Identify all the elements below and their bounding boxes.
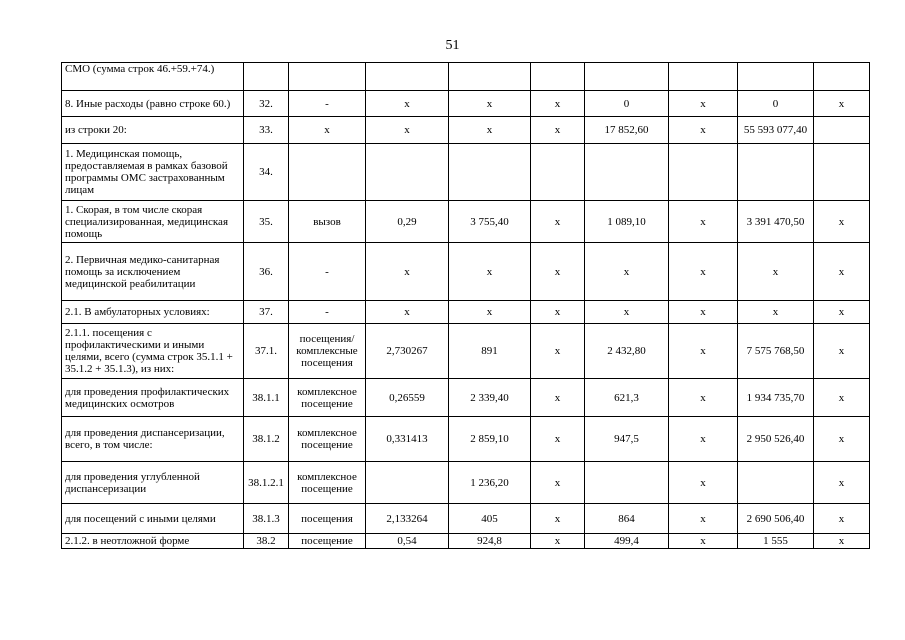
value-cell: 38.1.1 [244, 379, 289, 417]
table-row [62, 504, 870, 534]
value-cell: x [366, 117, 449, 144]
value-cell [738, 462, 814, 504]
value-cell: x [814, 91, 870, 117]
value-cell: x [814, 243, 870, 301]
row-label-cell: 2.1.1. посещения с профилактическими и иными целями, всего (сумма строк 35.1.1 + 35.1.2 + 35.1.3), из них: [62, 324, 244, 379]
value-cell: посещение [289, 534, 366, 549]
value-cell: 1 236,20 [449, 462, 531, 504]
value-cell: x [814, 504, 870, 534]
value-cell: x [669, 117, 738, 144]
value-cell [289, 63, 366, 91]
row-label-cell: для проведения углубленной диспансеризации [62, 462, 244, 504]
value-cell: 2 950 526,40 [738, 417, 814, 462]
value-cell: 34. [244, 144, 289, 201]
value-cell: x [531, 504, 585, 534]
value-cell: x [669, 301, 738, 324]
value-cell: 2 859,10 [449, 417, 531, 462]
value-cell [814, 144, 870, 201]
value-cell [585, 144, 669, 201]
value-cell: x [531, 91, 585, 117]
value-cell: 2,730267 [366, 324, 449, 379]
value-cell: 2,133264 [366, 504, 449, 534]
value-cell [366, 462, 449, 504]
value-cell: 947,5 [585, 417, 669, 462]
value-cell: x [531, 534, 585, 549]
row-label-cell: для проведения диспансеризации, всего, в том числе: [62, 417, 244, 462]
value-cell: посещения [289, 504, 366, 534]
value-cell: 55 593 077,40 [738, 117, 814, 144]
value-cell: 0,26559 [366, 379, 449, 417]
value-cell [738, 144, 814, 201]
value-cell [585, 462, 669, 504]
row-label-cell: 2. Первичная медико-санитарная помощь за исключением медицинской реабилитации [62, 243, 244, 301]
value-cell: x [449, 91, 531, 117]
table-row [62, 201, 870, 243]
value-cell: вызов [289, 201, 366, 243]
table-row [62, 144, 870, 201]
row-label-cell: 1. Скорая, в том числе скорая специализированная, медицинская помощь [62, 201, 244, 243]
value-cell: x [738, 243, 814, 301]
table-row [62, 243, 870, 301]
page-number: 51 [445, 38, 460, 53]
table-row [62, 117, 870, 144]
value-cell: 38.1.3 [244, 504, 289, 534]
value-cell [669, 144, 738, 201]
value-cell: x [669, 534, 738, 549]
value-cell: 891 [449, 324, 531, 379]
value-cell: 33. [244, 117, 289, 144]
value-cell: 405 [449, 504, 531, 534]
value-cell: 37.1. [244, 324, 289, 379]
value-cell: x [738, 301, 814, 324]
value-cell: x [669, 504, 738, 534]
value-cell: x [531, 379, 585, 417]
value-cell: x [669, 379, 738, 417]
value-cell [289, 144, 366, 201]
value-cell: 499,4 [585, 534, 669, 549]
value-cell: 2 432,80 [585, 324, 669, 379]
value-cell: 1 555 [738, 534, 814, 549]
value-cell: комплексное посещение [289, 379, 366, 417]
value-cell [366, 63, 449, 91]
value-cell: x [814, 324, 870, 379]
value-cell: x [669, 417, 738, 462]
value-cell: 3 391 470,50 [738, 201, 814, 243]
row-label-cell: для посещений с иными целями [62, 504, 244, 534]
value-cell [449, 144, 531, 201]
value-cell: 38.1.2 [244, 417, 289, 462]
value-cell: - [289, 301, 366, 324]
table-row [62, 534, 870, 549]
row-label-cell: 8. Иные расходы (равно строке 60.) [62, 91, 244, 117]
value-cell: x [814, 301, 870, 324]
value-cell: 1 089,10 [585, 201, 669, 243]
value-cell: 0 [738, 91, 814, 117]
value-cell: x [531, 117, 585, 144]
value-cell [814, 63, 870, 91]
value-cell: 7 575 768,50 [738, 324, 814, 379]
value-cell: 35. [244, 201, 289, 243]
value-cell: комплексное посещение [289, 417, 366, 462]
value-cell: 924,8 [449, 534, 531, 549]
row-label-cell: 2.1.2. в неотложной форме [62, 534, 244, 549]
row-label-cell: 1. Медицинская помощь, предоставляемая в рамках базовой программы ОМС застрахованным лицам [62, 144, 244, 201]
value-cell: x [366, 243, 449, 301]
table-row [62, 63, 870, 91]
table-row [62, 91, 870, 117]
value-cell: x [449, 243, 531, 301]
value-cell: x [814, 201, 870, 243]
value-cell: x [531, 462, 585, 504]
value-cell: x [531, 301, 585, 324]
value-cell [366, 144, 449, 201]
value-cell [669, 63, 738, 91]
table-row [62, 301, 870, 324]
value-cell: 0 [585, 91, 669, 117]
row-label-cell: для проведения профилактических медицинских осмотров [62, 379, 244, 417]
value-cell [449, 63, 531, 91]
value-cell [244, 63, 289, 91]
value-cell [738, 63, 814, 91]
value-cell: x [585, 301, 669, 324]
value-cell: 621,3 [585, 379, 669, 417]
value-cell: 0,54 [366, 534, 449, 549]
value-cell: 38.2 [244, 534, 289, 549]
value-cell: 2 690 506,40 [738, 504, 814, 534]
value-cell: x [366, 91, 449, 117]
value-cell [531, 63, 585, 91]
row-label-cell: СМО (сумма строк 46.+59.+74.) [62, 63, 244, 91]
value-cell: 864 [585, 504, 669, 534]
value-cell: x [814, 534, 870, 549]
value-cell: - [289, 91, 366, 117]
value-cell: x [814, 379, 870, 417]
value-cell: x [531, 201, 585, 243]
value-cell: x [669, 201, 738, 243]
row-label-cell: 2.1. В амбулаторных условиях: [62, 301, 244, 324]
value-cell: x [449, 117, 531, 144]
value-cell: 0,331413 [366, 417, 449, 462]
value-cell: x [669, 91, 738, 117]
value-cell: x [669, 324, 738, 379]
value-cell: x [449, 301, 531, 324]
tariff-table [61, 62, 870, 549]
value-cell: посещения/комплексные посещения [289, 324, 366, 379]
value-cell: 17 852,60 [585, 117, 669, 144]
table-row [62, 462, 870, 504]
value-cell [814, 117, 870, 144]
value-cell: 0,29 [366, 201, 449, 243]
value-cell: 2 339,40 [449, 379, 531, 417]
value-cell: 32. [244, 91, 289, 117]
value-cell: 36. [244, 243, 289, 301]
value-cell: комплексное посещение [289, 462, 366, 504]
value-cell: 3 755,40 [449, 201, 531, 243]
value-cell: x [531, 324, 585, 379]
value-cell: x [814, 417, 870, 462]
value-cell: x [669, 243, 738, 301]
value-cell: 38.1.2.1 [244, 462, 289, 504]
value-cell: x [531, 243, 585, 301]
value-cell [531, 144, 585, 201]
value-cell: - [289, 243, 366, 301]
value-cell: x [366, 301, 449, 324]
value-cell: 37. [244, 301, 289, 324]
row-label-cell: из строки 20: [62, 117, 244, 144]
value-cell: x [585, 243, 669, 301]
value-cell: x [531, 417, 585, 462]
table-row [62, 324, 870, 379]
value-cell: x [814, 462, 870, 504]
table-row [62, 379, 870, 417]
value-cell: x [669, 462, 738, 504]
value-cell [585, 63, 669, 91]
table-row [62, 417, 870, 462]
value-cell: 1 934 735,70 [738, 379, 814, 417]
value-cell: x [289, 117, 366, 144]
